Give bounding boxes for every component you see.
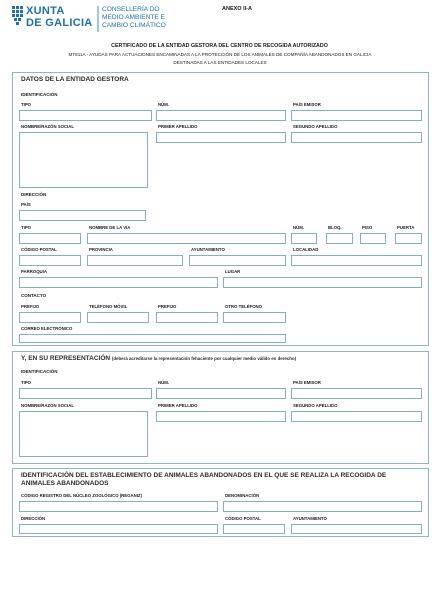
dept-line-2: MEDIO AMBIENTE E [102, 14, 166, 21]
representative-section-title [21, 355, 296, 362]
entity-prefijo1-label: PREFIJO [21, 304, 40, 309]
entity-ayuntamiento-label: AYUNTAMIENTO [191, 247, 225, 252]
annex-label: ANEXO II-A [222, 6, 252, 12]
entity-tipo-field[interactable] [19, 110, 152, 121]
entity-pais-label: PAÍS [21, 202, 31, 207]
entity-puerta-field[interactable] [395, 233, 422, 244]
entity-localidad-label: LOCALIDAD [293, 247, 319, 252]
estab-cp-label: CÓDIGO POSTAL [225, 516, 261, 521]
entity-piso-label: PISO [362, 225, 373, 230]
department-name [102, 6, 166, 30]
entity-num-label: NÚM. [158, 102, 169, 107]
estab-ayuntamiento-label: AYUNTAMIENTO [293, 516, 327, 521]
entity-ayuntamiento-field[interactable] [189, 255, 286, 266]
entity-apellido1-label: PRIMER APELLIDO [158, 124, 198, 129]
entity-nombre-via-field[interactable] [87, 233, 286, 244]
rep-num-field[interactable] [156, 388, 286, 399]
entity-email-field[interactable] [19, 334, 286, 343]
establishment-section [12, 468, 429, 537]
entity-tipo-via-field[interactable] [19, 233, 81, 244]
entity-nombre-via-label: NOMBRE DE LA VÍA [89, 225, 131, 230]
representative-note: (deberá acreditarse la representación fehaciente por cualquier medio válido en derecho) [111, 356, 297, 361]
rep-pais-emisor-label: PAÍS EMISOR [293, 380, 321, 385]
entity-parroquia-field[interactable] [19, 277, 218, 288]
entity-bloque-field[interactable] [326, 233, 353, 244]
entity-cp-label: CÓDIGO POSTAL [21, 247, 57, 252]
entity-prefijo1-field[interactable] [19, 312, 81, 323]
entity-lugar-label: LUGAR [225, 269, 241, 274]
dept-line-3: CAMBIO CLIMÁTICO [102, 22, 166, 29]
rep-identification-heading: IDENTIFICACIÓN [21, 369, 58, 374]
entity-bloque-label: BLOQ. [328, 225, 342, 230]
entity-section [12, 72, 429, 346]
entity-parroquia-label: PARROQUIA [21, 269, 47, 274]
rep-apellido1-field[interactable] [156, 411, 286, 422]
estab-ayuntamiento-field[interactable] [291, 524, 422, 534]
logo-line-1: XUNTA [26, 5, 65, 17]
entity-provincia-field[interactable] [87, 255, 183, 266]
estab-direccion-label: DIRECCIÓN [21, 516, 46, 521]
entity-prefijo2-field[interactable] [156, 312, 218, 323]
entity-prefijo2-label: PREFIJO [158, 304, 177, 309]
entity-provincia-label: PROVINCIA [89, 247, 113, 252]
rep-pais-emisor-field[interactable] [291, 388, 422, 399]
rep-apellido2-label: SEGUNDO APELLIDO [293, 403, 338, 408]
entity-apellido1-field[interactable] [156, 132, 286, 143]
entity-lugar-field[interactable] [223, 277, 422, 288]
entity-tipo-via-label: TIPO [21, 225, 32, 230]
entity-otro-tel-field[interactable] [223, 312, 286, 323]
entity-num-via-field[interactable] [291, 233, 317, 244]
estab-direccion-field[interactable] [19, 524, 218, 534]
estab-cp-field[interactable] [223, 524, 285, 534]
certificate-title: CERTIFICADO DE LA ENTIDAD GESTORA DEL CENTRO DE RECOGIDA AUTORIZADO [111, 43, 328, 49]
entity-contacto-heading: CONTACTO [21, 293, 47, 298]
rep-tipo-field[interactable] [19, 388, 152, 399]
logo-line-2: DE GALICIA [26, 17, 93, 29]
xunta-wordmark [26, 5, 93, 29]
entity-tipo-label: TIPO [21, 102, 32, 107]
estab-regeanz-field[interactable] [19, 501, 218, 512]
representative-title-text: Y, EN SU REPRESENTACIÓN [21, 355, 111, 362]
representative-section [12, 351, 429, 464]
rep-num-label: NÚM. [158, 380, 169, 385]
entity-identification-heading: IDENTIFICACIÓN [21, 92, 58, 97]
entity-cp-field[interactable] [19, 255, 81, 266]
entity-razon-field[interactable] [19, 132, 148, 188]
establishment-section-title: IDENTIFICACIÓN DEL ESTABLECIMIENTO DE ANIMALES ABANDONADOS EN EL QUE SE REALIZA LA RECOGIDA DE ANIMALES ABANDONADOS [21, 472, 387, 487]
entity-num-field[interactable] [156, 110, 286, 121]
entity-movil-field[interactable] [87, 312, 149, 323]
rep-razon-label: NOMBRE/RAZÓN SOCIAL [21, 403, 74, 408]
estab-regeanz-label: CÓDIGO REGISTRO DEL NÚCLEO ZOOLÓGICO (REGANIZ) [21, 493, 142, 498]
entity-puerta-label: PUERTA [397, 225, 415, 230]
rep-apellido1-label: PRIMER APELLIDO [158, 403, 198, 408]
entity-pais-emisor-field[interactable] [291, 110, 422, 121]
rep-tipo-label: TIPO [21, 380, 32, 385]
entity-direccion-heading: DIRECCIÓN [21, 192, 47, 197]
entity-piso-field[interactable] [360, 233, 386, 244]
estab-denominacion-field[interactable] [223, 501, 422, 512]
entity-apellido2-label: SEGUNDO APELLIDO [293, 124, 338, 129]
entity-movil-label: TELÉFONO MÓVIL [89, 304, 128, 309]
entity-localidad-field[interactable] [291, 255, 422, 266]
entity-pais-field[interactable] [19, 210, 146, 221]
rep-apellido2-field[interactable] [291, 411, 422, 422]
entity-pais-emisor-label: PAÍS EMISOR [293, 102, 321, 107]
entity-num-via-label: NÚM. [293, 225, 304, 230]
certificate-subtitle: MT811A - AYUDAS PARA ACTUACIONES ENCAMINADAS A LA PROTECCIÓN DE LOS ANIMALES DE COMPAÑÍA ABANDONADOS EN GALICIA DESTINADAS A LAS ENTIDADES LOCALES [68, 52, 372, 65]
entity-email-label: CORREO ELECTRÓNICO [21, 326, 73, 331]
estab-denominacion-label: DENOMINACIÓN [225, 493, 260, 498]
entity-apellido2-field[interactable] [291, 132, 422, 143]
entity-otro-tel-label: OTRO TELÉFONO [225, 304, 262, 309]
rep-razon-field[interactable] [19, 411, 148, 457]
dept-line-1: CONSELLERÍA DO [102, 6, 160, 13]
entity-razon-label: NOMBRE/RAZÓN SOCIAL [21, 124, 74, 129]
entity-section-title: DATOS DE LA ENTIDAD GESTORA [21, 76, 129, 83]
